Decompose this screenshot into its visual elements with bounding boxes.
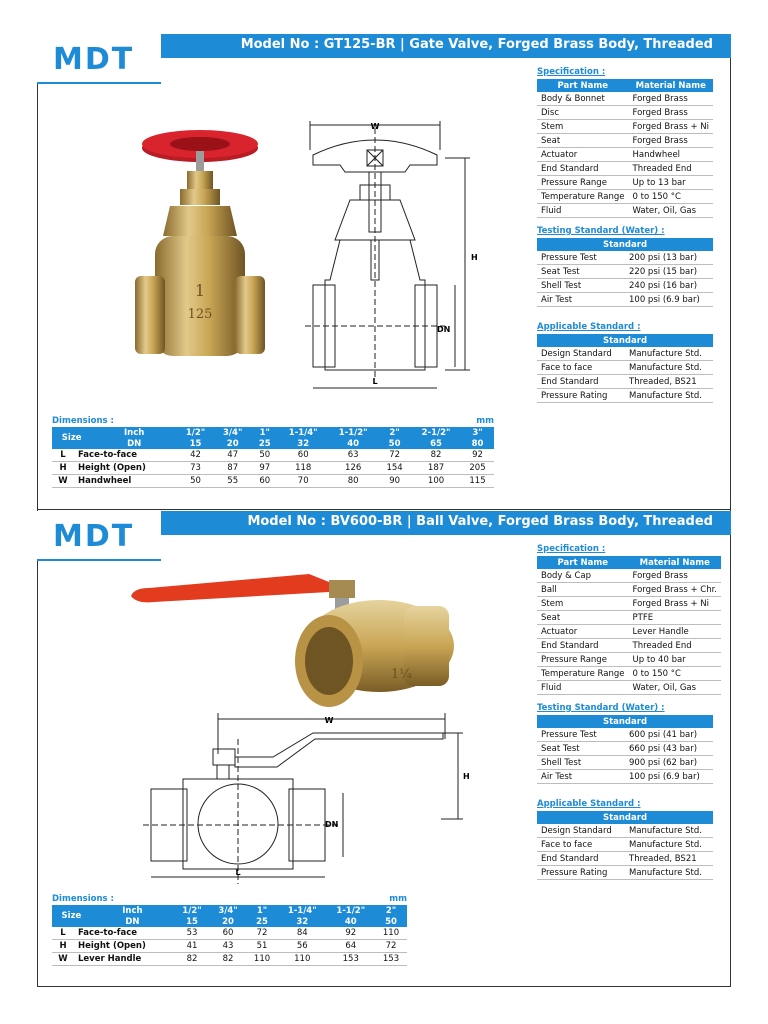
table-row: [537, 347, 713, 361]
dims-value: 84: [278, 927, 327, 940]
row-value: 600 psi (41 bar): [625, 728, 713, 742]
row-value: Up to 13 bar: [629, 176, 714, 190]
table-row: [537, 293, 713, 307]
dims-value: 126: [328, 462, 378, 475]
dims-value: 73: [177, 462, 214, 475]
row-value: PTFE: [629, 611, 722, 625]
row-label: Air Test: [537, 293, 625, 307]
row-label: Body & Bonnet: [537, 92, 629, 106]
drawing-label-dn: DN: [437, 325, 451, 334]
table-row: [537, 681, 721, 695]
dims-value: 153: [327, 953, 376, 966]
testing-standard-header: Standard: [537, 238, 713, 251]
specification-title: Specification :: [537, 67, 606, 77]
dims-header-inch-row: [52, 905, 407, 916]
table-row: [537, 611, 721, 625]
dims-value: 205: [461, 462, 494, 475]
row-value: 900 psi (62 bar): [625, 756, 713, 770]
row-value: 200 psi (13 bar): [625, 251, 713, 265]
dims-row: [52, 953, 407, 966]
dims-inch-cell: 1-1/2": [327, 905, 376, 916]
dims-value: 92: [461, 449, 494, 462]
row-value: 660 psi (43 bar): [625, 742, 713, 756]
dims-row-label: Face-to-face: [74, 927, 174, 940]
row-label: Fluid: [537, 681, 629, 695]
drawing-label-h: H: [471, 253, 478, 262]
testing-standard-title: Testing Standard (Water) :: [537, 226, 665, 236]
dimensions-unit: mm: [389, 894, 407, 904]
dimensions-title-row: [52, 416, 494, 427]
table-row: [537, 639, 721, 653]
applicable-standard-block: [537, 799, 713, 880]
dims-value: 82: [174, 953, 210, 966]
row-value: Forged Brass: [629, 92, 714, 106]
applicable-rows: [537, 347, 713, 403]
table-row: [537, 92, 713, 106]
dims-value: 63: [328, 449, 378, 462]
section-divider: [37, 509, 731, 510]
title-bar: [161, 511, 731, 535]
product-section-ball-valve: [37, 511, 731, 981]
dims-row-key: W: [52, 475, 74, 488]
row-label: Temperature Range: [537, 190, 629, 204]
dims-value: 41: [174, 940, 210, 953]
row-value: Manufacture Std.: [625, 347, 713, 361]
dims-value: 110: [375, 927, 407, 940]
row-label: Pressure Range: [537, 176, 629, 190]
dims-value: 50: [251, 449, 278, 462]
row-label: Shell Test: [537, 756, 625, 770]
testing-standard-title: Testing Standard (Water) :: [537, 703, 665, 713]
applicable-rows: [537, 824, 713, 880]
row-label: End Standard: [537, 639, 629, 653]
row-label: Stem: [537, 597, 629, 611]
row-value: Manufacture Std.: [625, 838, 713, 852]
dims-dn-cell: 80: [461, 438, 494, 449]
dims-inch-cell: 2-1/2": [411, 427, 461, 438]
dims-row-key: L: [52, 449, 74, 462]
table-row: [537, 106, 713, 120]
dimensions-title: Dimensions :: [52, 894, 114, 904]
row-label: End Standard: [537, 162, 629, 176]
row-label: Design Standard: [537, 824, 625, 838]
row-value: Manufacture Std.: [625, 361, 713, 375]
dims-value: 87: [214, 462, 251, 475]
ball-valve-drawing: [143, 709, 483, 889]
dims-row-label: Height (Open): [74, 462, 177, 475]
dims-value: 90: [378, 475, 411, 488]
table-row: [537, 120, 713, 134]
dims-inch-cell: 1-1/4": [278, 905, 327, 916]
row-value: Handwheel: [629, 148, 714, 162]
row-value: 0 to 150 °C: [629, 667, 722, 681]
table-row: [537, 265, 713, 279]
row-value: Forged Brass + Ni: [629, 120, 714, 134]
row-value: 0 to 150 °C: [629, 190, 714, 204]
row-value: 220 psi (15 bar): [625, 265, 713, 279]
dims-size-label: Size: [52, 905, 91, 927]
dims-inch-cell: 3": [461, 427, 494, 438]
row-label: End Standard: [537, 852, 625, 866]
dims-inch-cell: 3/4": [214, 427, 251, 438]
applicable-standard-header: Standard: [537, 334, 713, 347]
dims-row-key: L: [52, 927, 74, 940]
row-value: 100 psi (6.9 bar): [625, 293, 713, 307]
applicable-standard-table: [537, 811, 713, 880]
dims-value: 100: [411, 475, 461, 488]
dims-value: 50: [177, 475, 214, 488]
dims-row-key: H: [52, 940, 74, 953]
dims-row-label: Handwheel: [74, 475, 177, 488]
dims-dn-label: DN: [91, 916, 174, 927]
dims-dn-cell: 15: [177, 438, 214, 449]
row-value: Threaded End: [629, 639, 722, 653]
testing-standard-block: [537, 703, 713, 784]
row-value: Water, Oil, Gas: [629, 204, 714, 218]
mdt-logo: MDT: [53, 519, 135, 554]
dims-dn-cell: 15: [174, 916, 210, 927]
dimensions-title: Dimensions :: [52, 416, 114, 426]
testing-standard-table: [537, 238, 713, 307]
table-row: [537, 728, 713, 742]
logo-box: [37, 511, 161, 559]
table-row: [537, 866, 713, 880]
dims-value: 43: [210, 940, 246, 953]
table-row: [537, 824, 713, 838]
dims-dn-cell: 50: [378, 438, 411, 449]
dims-inch-cell: 2": [375, 905, 407, 916]
dims-value: 60: [210, 927, 246, 940]
logo-box: [37, 34, 161, 82]
row-label: Seat Test: [537, 742, 625, 756]
photo-marking-model: 125: [187, 307, 213, 322]
table-row: [537, 625, 721, 639]
table-row: [537, 583, 721, 597]
dims-value: 97: [251, 462, 278, 475]
dimensions-block: [52, 894, 407, 966]
dims-dn-cell: 25: [251, 438, 278, 449]
dims-inch-cell: 1": [251, 427, 278, 438]
dims-dn-cell: 20: [210, 916, 246, 927]
dims-value: 82: [411, 449, 461, 462]
drawing-label-dn: DN: [325, 820, 339, 829]
dims-value: 115: [461, 475, 494, 488]
dims-value: 154: [378, 462, 411, 475]
row-label: Seat Test: [537, 265, 625, 279]
drawing-label-l: L: [372, 377, 378, 386]
dims-value: 82: [210, 953, 246, 966]
table-row: [537, 251, 713, 265]
row-value: Forged Brass: [629, 106, 714, 120]
dims-header-inch-row: [52, 427, 494, 438]
row-label: Pressure Test: [537, 251, 625, 265]
applicable-standard-table: [537, 334, 713, 403]
dims-size-label: Size: [52, 427, 91, 449]
dims-value: 47: [214, 449, 251, 462]
testing-rows: [537, 728, 713, 784]
spec-header-part: Part Name: [537, 556, 629, 569]
table-row: [537, 162, 713, 176]
row-value: Forged Brass + Ni: [629, 597, 722, 611]
photo-marking-size: 1¼: [391, 667, 412, 682]
specification-block: [537, 544, 718, 695]
spec-header-part: Part Name: [537, 79, 629, 92]
dims-dn-cell: 20: [214, 438, 251, 449]
specification-title: Specification :: [537, 544, 606, 554]
dims-value: 118: [278, 462, 328, 475]
dims-inch-cell: 3/4": [210, 905, 246, 916]
dims-value: 72: [246, 927, 278, 940]
dims-dn-label: DN: [91, 438, 177, 449]
dims-dn-cell: 32: [278, 438, 328, 449]
dims-value: 60: [251, 475, 278, 488]
mdt-logo: MDT: [53, 42, 135, 77]
specification-block: [537, 67, 713, 218]
testing-standard-block: [537, 226, 713, 307]
row-label: Actuator: [537, 625, 629, 639]
dims-inch-label: Inch: [91, 905, 174, 916]
dims-value: 64: [327, 940, 376, 953]
table-row: [537, 134, 713, 148]
dims-row: [52, 475, 494, 488]
table-row: [537, 204, 713, 218]
table-row: [537, 852, 713, 866]
row-value: Manufacture Std.: [625, 389, 713, 403]
dims-dn-cell: 50: [375, 916, 407, 927]
dims-dn-cell: 25: [246, 916, 278, 927]
dims-value: 80: [328, 475, 378, 488]
dims-header-dn-row: [52, 916, 407, 927]
row-value: Manufacture Std.: [625, 824, 713, 838]
row-label: Shell Test: [537, 279, 625, 293]
row-label: Air Test: [537, 770, 625, 784]
table-row: [537, 756, 713, 770]
dimensions-unit: mm: [476, 416, 494, 426]
row-value: Forged Brass: [629, 569, 722, 583]
row-value: Lever Handle: [629, 625, 722, 639]
title-bar: [161, 34, 731, 58]
dims-value: 60: [278, 449, 328, 462]
row-label: Ball: [537, 583, 629, 597]
dims-value: 70: [278, 475, 328, 488]
spec-rows: [537, 569, 721, 695]
row-value: Manufacture Std.: [625, 866, 713, 880]
specification-table: [537, 79, 713, 218]
dims-dn-cell: 32: [278, 916, 327, 927]
table-row: [537, 148, 713, 162]
applicable-standard-header: Standard: [537, 811, 713, 824]
table-row: [537, 742, 713, 756]
testing-standard-table: [537, 715, 713, 784]
ball-valve-photo: [129, 566, 479, 716]
dims-row: [52, 927, 407, 940]
dims-row-key: W: [52, 953, 74, 966]
testing-standard-header: Standard: [537, 715, 713, 728]
table-row: [537, 569, 721, 583]
gate-valve-photo: [125, 126, 275, 356]
table-row: [537, 653, 721, 667]
applicable-standard-title: Applicable Standard :: [537, 799, 641, 809]
applicable-standard-block: [537, 322, 713, 403]
dims-value: 187: [411, 462, 461, 475]
row-label: End Standard: [537, 375, 625, 389]
dims-value: 92: [327, 927, 376, 940]
table-row: [537, 667, 721, 681]
gate-valve-drawing: [305, 120, 505, 386]
row-value: Forged Brass: [629, 134, 714, 148]
dims-value: 153: [375, 953, 407, 966]
drawing-label-w: W: [324, 716, 334, 725]
product-title: Model No : GT125-BR | Gate Valve, Forged Brass Body, Threaded: [240, 37, 713, 52]
row-label: Pressure Test: [537, 728, 625, 742]
table-row: [537, 375, 713, 389]
dims-value: 51: [246, 940, 278, 953]
dims-value: 42: [177, 449, 214, 462]
logo-underline: [37, 82, 161, 84]
table-row: [537, 597, 721, 611]
row-label: Stem: [537, 120, 629, 134]
dims-inch-cell: 2": [378, 427, 411, 438]
row-label: Pressure Range: [537, 653, 629, 667]
row-label: Seat: [537, 611, 629, 625]
dims-row: [52, 449, 494, 462]
dims-inch-cell: 1/2": [174, 905, 210, 916]
spec-header-material: Material Name: [629, 556, 722, 569]
product-title: Model No : BV600-BR | Ball Valve, Forged Brass Body, Threaded: [247, 514, 713, 529]
table-row: [537, 176, 713, 190]
dims-inch-cell: 1": [246, 905, 278, 916]
row-label: Fluid: [537, 204, 629, 218]
row-label: Body & Cap: [537, 569, 629, 583]
row-label: Design Standard: [537, 347, 625, 361]
table-row: [537, 770, 713, 784]
spec-rows: [537, 92, 713, 218]
table-row: [537, 279, 713, 293]
dims-value: 72: [378, 449, 411, 462]
dims-row: [52, 462, 494, 475]
dims-row-key: H: [52, 462, 74, 475]
drawing-label-w: W: [370, 122, 380, 131]
row-value: 240 psi (16 bar): [625, 279, 713, 293]
drawing-label-h: H: [463, 772, 470, 781]
dims-header-dn-row: [52, 438, 494, 449]
table-row: [537, 389, 713, 403]
dims-row-label: Lever Handle: [74, 953, 174, 966]
drawing-label-l: L: [235, 868, 241, 877]
table-row: [537, 838, 713, 852]
dims-value: 56: [278, 940, 327, 953]
row-label: Seat: [537, 134, 629, 148]
row-value: Up to 40 bar: [629, 653, 722, 667]
row-value: 100 psi (6.9 bar): [625, 770, 713, 784]
row-value: Forged Brass + Chr.: [629, 583, 722, 597]
dims-inch-cell: 1/2": [177, 427, 214, 438]
row-label: Actuator: [537, 148, 629, 162]
specification-table: [537, 556, 721, 695]
dimensions-table: [52, 427, 494, 488]
table-row: [537, 190, 713, 204]
dims-value: 110: [246, 953, 278, 966]
dims-row-label: Face-to-face: [74, 449, 177, 462]
row-value: Water, Oil, Gas: [629, 681, 722, 695]
dims-inch-label: Inch: [91, 427, 177, 438]
dims-value: 55: [214, 475, 251, 488]
dimensions-table: [52, 905, 407, 966]
dims-inch-cell: 1-1/2": [328, 427, 378, 438]
dims-dn-cell: 40: [327, 916, 376, 927]
row-label: Temperature Range: [537, 667, 629, 681]
row-label: Pressure Rating: [537, 866, 625, 880]
row-label: Disc: [537, 106, 629, 120]
applicable-standard-title: Applicable Standard :: [537, 322, 641, 332]
spec-header-material: Material Name: [629, 79, 714, 92]
testing-rows: [537, 251, 713, 307]
dims-row: [52, 940, 407, 953]
dims-row-label: Height (Open): [74, 940, 174, 953]
dims-dn-cell: 65: [411, 438, 461, 449]
row-label: Pressure Rating: [537, 389, 625, 403]
photo-marking-size: 1: [194, 281, 206, 300]
dims-value: 110: [278, 953, 327, 966]
dims-inch-cell: 1-1/4": [278, 427, 328, 438]
row-value: Threaded End: [629, 162, 714, 176]
dimensions-title-row: [52, 894, 407, 905]
row-value: Threaded, BS21: [625, 852, 713, 866]
row-label: Face to face: [537, 361, 625, 375]
dims-dn-cell: 40: [328, 438, 378, 449]
logo-underline: [37, 559, 161, 561]
dims-value: 72: [375, 940, 407, 953]
table-row: [537, 361, 713, 375]
row-label: Face to face: [537, 838, 625, 852]
product-section-gate-valve: [37, 34, 731, 504]
dimensions-block: [52, 416, 494, 488]
dims-value: 53: [174, 927, 210, 940]
row-value: Threaded, BS21: [625, 375, 713, 389]
